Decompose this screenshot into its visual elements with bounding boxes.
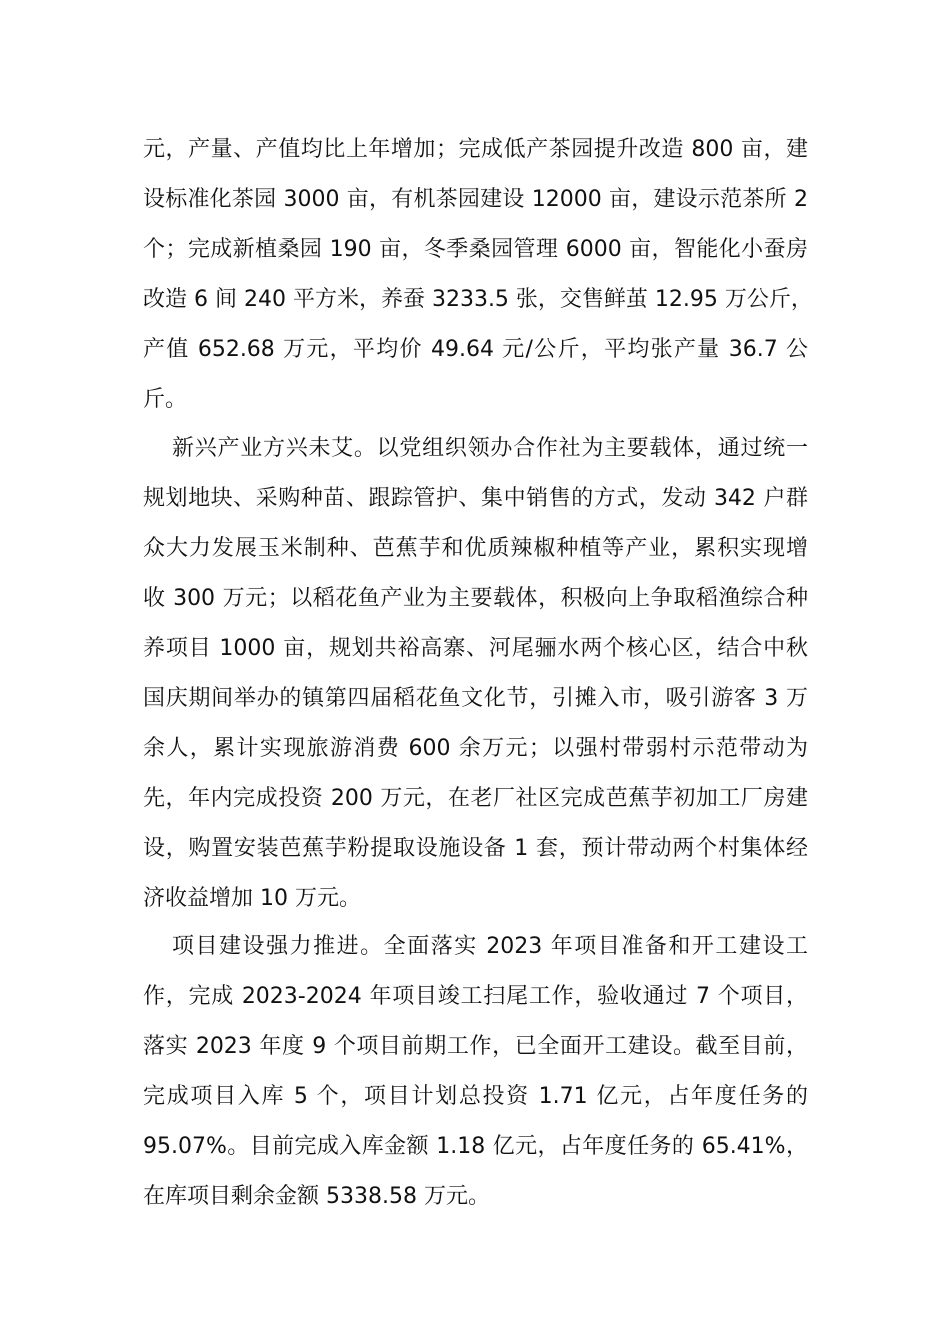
text-line: 设标准化茶园 3000 亩，有机茶园建设 12000 亩，建设示范茶所 2 — [143, 187, 808, 212]
text-line: 余人，累计实现旅游消费 600 余万元；以强村带弱村示范带动为 — [143, 736, 808, 761]
text-line: 元，产量、产值均比上年增加；完成低产茶园提升改造 800 亩，建 — [143, 137, 808, 162]
text-line: 个；完成新植桑园 190 亩，冬季桑园管理 6000 亩，智能化小蚕房 — [143, 237, 808, 262]
text-line: 众大力发展玉米制种、芭蕉芋和优质辣椒种植等产业，累积实现增 — [143, 536, 808, 561]
text-line: 养项目 1000 亩，规划共裕高寨、河尾骊水两个核心区，结合中秋 — [143, 636, 808, 661]
text-line: 95.07%。目前完成入库金额 1.18 亿元，占年度任务的 65.41%， — [143, 1134, 808, 1159]
text-line: 国庆期间举办的镇第四届稻花鱼文化节，引摊入市，吸引游客 3 万 — [143, 686, 808, 711]
text-line: 先，年内完成投资 200 万元，在老厂社区完成芭蕉芋初加工厂房建 — [143, 786, 808, 811]
text-line: 设，购置安装芭蕉芋粉提取设施设备 1 套，预计带动两个村集体经 — [143, 836, 808, 861]
text-line: 项目建设强力推进。全面落实 2023 年项目准备和开工建设工 — [172, 934, 808, 959]
text-line: 在库项目剩余金额 5338.58 万元。 — [143, 1184, 490, 1209]
text-line: 收 300 万元；以稻花鱼产业为主要载体，积极向上争取稻渔综合种 — [143, 586, 808, 611]
text-line: 斤。 — [143, 387, 188, 412]
text-line: 改造 6 间 240 平方米，养蚕 3233.5 张，交售鲜茧 12.95 万公斤， — [143, 287, 813, 312]
text-line: 作，完成 2023-2024 年项目竣工扫尾工作，验收通过 7 个项目， — [143, 984, 808, 1009]
text-line: 济收益增加 10 万元。 — [143, 886, 361, 911]
text-line: 产值 652.68 万元，平均价 49.64 元/公斤，平均张产量 36.7 公 — [143, 337, 808, 362]
text-line: 新兴产业方兴未艾。以党组织领办合作社为主要载体，通过统一 — [172, 436, 808, 461]
text-line: 规划地块、采购种苗、跟踪管护、集中销售的方式，发动 342 户群 — [143, 486, 808, 511]
text-line: 落实 2023 年度 9 个项目前期工作，已全面开工建设。截至目前， — [143, 1034, 808, 1059]
text-line: 完成项目入库 5 个，项目计划总投资 1.71 亿元，占年度任务的 — [143, 1084, 808, 1109]
